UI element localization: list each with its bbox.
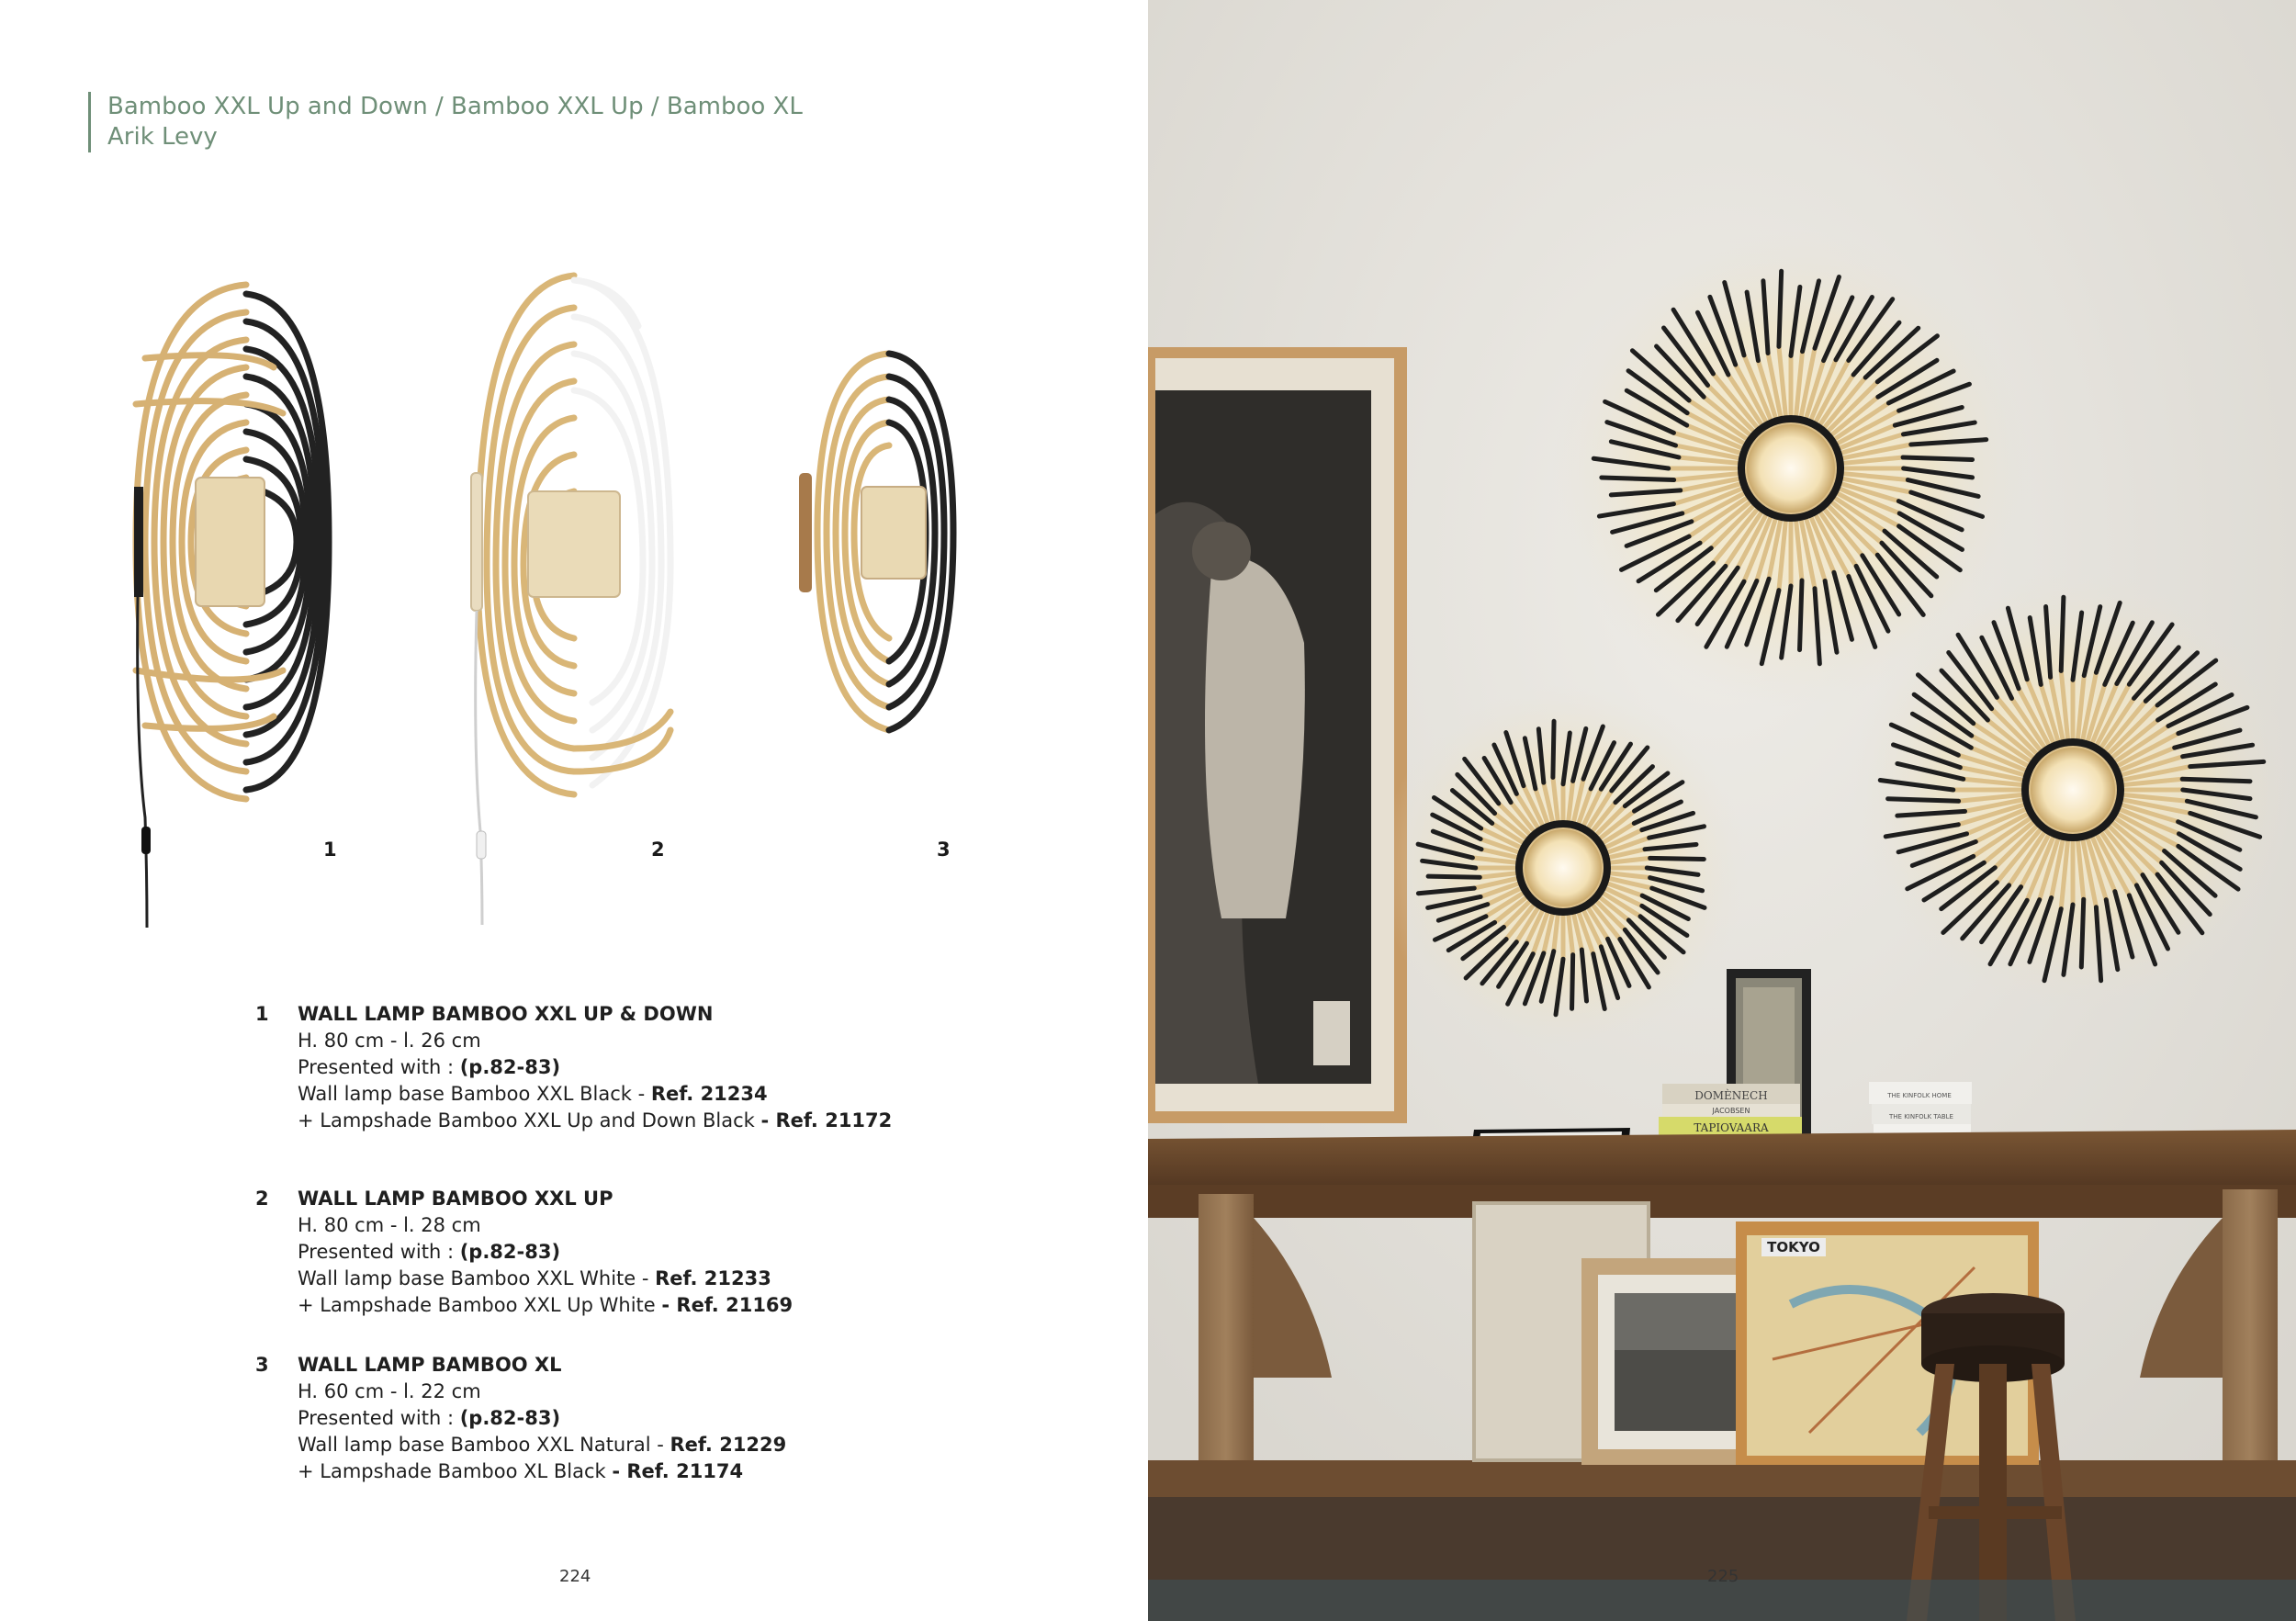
spec-presented: Presented with : (p.82-83)	[298, 1056, 561, 1078]
page-number-left: 224	[559, 1567, 591, 1586]
spec-dimensions: H. 80 cm - l. 26 cm	[298, 1030, 481, 1052]
black-rod	[1572, 955, 1573, 1009]
black-rod	[1650, 858, 1705, 859]
black-rod	[1903, 457, 1973, 459]
collection-heading	[88, 92, 803, 152]
spec-number: 1	[255, 1003, 269, 1025]
spec-number: 3	[255, 1354, 269, 1376]
right-page-photo	[1148, 0, 2296, 1621]
spec-dimensions: H. 60 cm - l. 22 cm	[298, 1380, 481, 1402]
lamp-shade-glow	[2031, 748, 2115, 832]
book-spine-kinfolk-table: THE KINFOLK TABLE	[1889, 1113, 1953, 1120]
spec-title: WALL LAMP BAMBOO XL	[298, 1354, 562, 1376]
black-rod	[1428, 876, 1480, 877]
book-spine-domenech: DOMÈNECH	[1694, 1089, 1768, 1102]
black-rod	[2182, 779, 2250, 781]
figure-number-2: 2	[651, 839, 665, 861]
figure-number-3: 3	[937, 839, 951, 861]
black-rod	[1888, 799, 1959, 802]
spec-shade: + Lampshade Bamboo XL Black - Ref. 21174	[298, 1460, 744, 1482]
spec-title: WALL LAMP BAMBOO XXL UP & DOWN	[298, 1003, 714, 1025]
figure-number-1: 1	[323, 839, 337, 861]
framed-print	[1148, 347, 1407, 1123]
spec-title: WALL LAMP BAMBOO XXL UP	[298, 1188, 613, 1210]
spec-presented: Presented with : (p.82-83)	[298, 1241, 561, 1263]
lamp-1-product-image	[108, 266, 356, 932]
book-spine-jacobsen: JACOBSEN	[1712, 1107, 1750, 1115]
designer-name: Arik Levy	[107, 123, 218, 151]
lamp-shade-glow	[1747, 424, 1835, 512]
product-spec-3	[255, 1352, 1008, 1485]
lamp-3-product-image	[797, 349, 962, 739]
black-rod	[2061, 597, 2064, 670]
collection-title: Bamboo XXL Up and Down / Bamboo XXL Up / Bamboo XL	[107, 93, 803, 120]
spec-base: Wall lamp base Bamboo XXL Black - Ref. 21234	[298, 1083, 768, 1105]
interior-photo	[1148, 0, 2296, 1621]
black-rod	[1779, 271, 1782, 346]
lamp-shade-glow	[1525, 829, 1602, 906]
black-rod	[1602, 478, 1674, 480]
spec-base: Wall lamp base Bamboo XXL White - Ref. 21233	[298, 1267, 771, 1289]
spec-base: Wall lamp base Bamboo XXL Natural - Ref. 21229	[298, 1434, 787, 1456]
lamp-2-product-image	[464, 271, 684, 928]
spec-presented: Presented with : (p.82-83)	[298, 1407, 561, 1429]
product-spec-2	[255, 1186, 1008, 1319]
black-rod	[2081, 899, 2083, 967]
black-rod	[1553, 721, 1554, 777]
spec-dimensions: H. 80 cm - l. 28 cm	[298, 1214, 481, 1236]
page-number-right: 225	[1707, 1567, 1739, 1586]
book-spine-tapiovaara-1: TAPIOVAARA	[1694, 1121, 1769, 1134]
map-label-tokyo: TOKYO	[1767, 1239, 1820, 1255]
product-spec-1	[255, 1001, 1008, 1134]
spec-shade: + Lampshade Bamboo XXL Up and Down Black - Ref. 21172	[298, 1109, 893, 1131]
black-rod	[1800, 580, 1802, 650]
book-spine-kinfolk-home: THE KINFOLK HOME	[1887, 1092, 1952, 1099]
spec-number: 2	[255, 1188, 269, 1210]
spec-shade: + Lampshade Bamboo XXL Up White - Ref. 21169	[298, 1294, 793, 1316]
